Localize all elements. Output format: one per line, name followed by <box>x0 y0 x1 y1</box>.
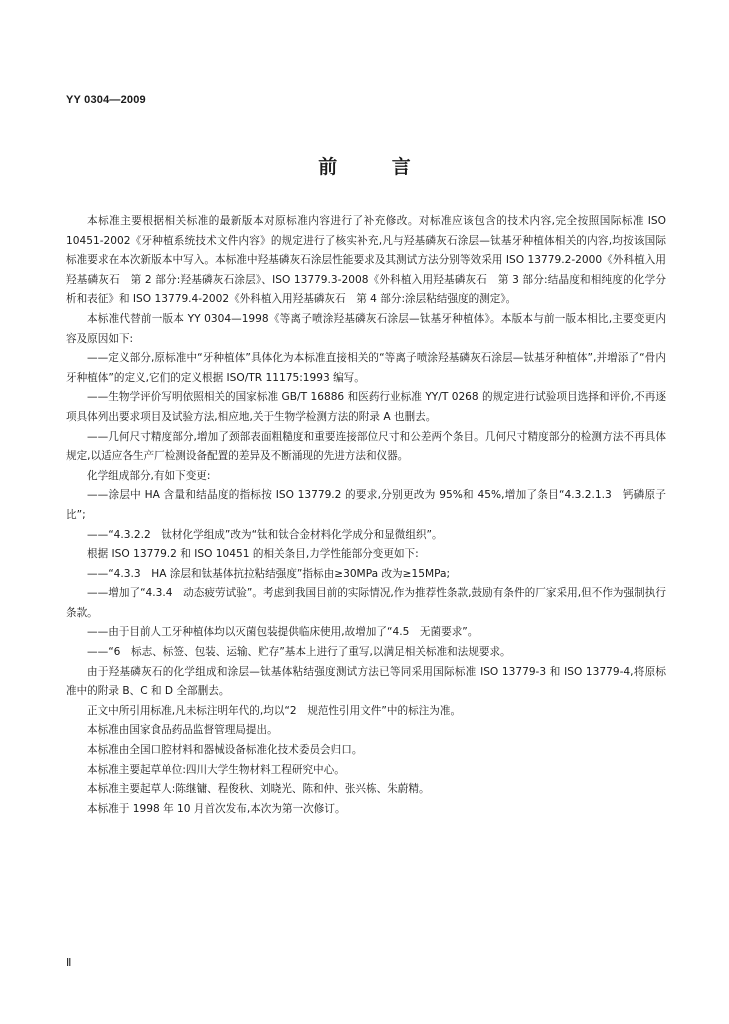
paragraph-change-bond: ——“4.3.3 HA 涂层和钛基体抗拉粘结强度”指标由≥30MPa 改为≥15MPa; <box>87 567 451 580</box>
paragraph-change-fatigue: ——增加了“4.3.4 动态疲劳试验”。考虑到我国目前的实际情况,作为推荐性条款,鼓励有条件的厂家采用,但不作为强制执行条款。 <box>66 587 666 619</box>
paragraph-annex-removed: 由于羟基磷灰石的化学组成和涂层—钛基体粘结强度测试方法已等同采用国际标准 ISO 13779-3 和 ISO 13779-4,将原标准中的附录 B、C 和 D 全部删去。 <box>66 665 666 698</box>
foreword-body <box>66 212 666 819</box>
paragraph-proposer: 本标准由国家食品药品监督管理局提出。 <box>87 724 278 737</box>
page-title: 前 言 <box>318 156 435 178</box>
paragraph-replaces: 本标准代替前一版本 YY 0304—1998《等离子喷涂羟基磷灰石涂层—钛基牙种植体》。本版本与前一版本相比,主要变更内容及原因如下: <box>66 312 666 345</box>
paragraph-change-ha: ——涂层中 HA 含量和结晶度的指标按 ISO 13779.2 的要求,分别更改为 95%和 45%,增加了条目“4.3.2.1.3 钙磷原子比”; <box>66 489 666 521</box>
paragraph-change-sterile: ——由于目前人工牙种植体均以灭菌包装提供临床使用,故增加了“4.5 无菌要求”。 <box>87 626 479 639</box>
paragraph-change-marking: ——“6 标志、标签、包装、运输、贮存”基本上进行了重写,以满足相关标准和法规要求。 <box>87 646 511 659</box>
paragraph-change-geometry: ——几何尺寸精度部分,增加了颈部表面粗糙度和重要连接部位尺寸和公差两个条目。几何尺寸精度部分的检测方法不再具体规定,以适应各生产厂检测设备配置的差异及不断涌现的先进方法和仪器。 <box>66 430 666 463</box>
document-code: YY 0304—2009 <box>66 94 146 106</box>
paragraph-committee: 本标准由全国口腔材料和器械设备标准化技术委员会归口。 <box>87 744 363 757</box>
paragraph-change-bio: ——生物学评价写明依照相关的国家标准 GB/T 16886 和医药行业标准 YY/T 0268 的规定进行试验项目选择和评价,不再逐项具体列出要求项目及试验方法,相应地,关于生物学检测方法的附录 A 也删去。 <box>66 391 666 423</box>
paragraph-change-definition: ——定义部分,原标准中“牙种植体”具体化为本标准直接相关的“等离子喷涂羟基磷灰石涂层—钛基牙种植体”,并增添了“骨内牙种植体”的定义,它们的定义根据 ISO/TR 11175:1993 编写。 <box>66 352 666 384</box>
paragraph-chem-heading: 化学组成部分,有如下变更: <box>87 469 211 482</box>
paragraph-change-ti: ——“4.3.2.2 钛材化学组成”改为“钛和钛合金材料化学成分和显微组织”。 <box>87 528 443 541</box>
paragraph-drafting-unit: 本标准主要起草单位:四川大学生物材料工程研究中心。 <box>87 763 345 776</box>
paragraph-references: 正文中所引用标准,凡未标注明年代的,均以“2 规范性引用文件”中的标注为准。 <box>87 704 462 717</box>
paragraph-intro: 本标准主要根据相关标准的最新版本对原标准内容进行了补充修改。对标准应该包含的技术内容,完全按照国际标准 ISO 10451-2002《牙种植系统技术文件内容》的规定进行了核实补充,凡与羟基磷灰石涂层—钛基牙种植体相关的内容,均按该国际标准要求在本次新版本中写入。本标准中羟基磷灰石涂层性能要求及其测试方法分别等效采用 ISO 13779.2-2000《外科植入用羟基磷灰石 第 2 部分:羟基磷灰石涂层》、ISO 13779.3-2008《外科植入用羟基磷灰石 第 3 部分:结晶度和相纯度的化学分析和表征》和 ISO 13779.4-2002《外科植入用羟基磷灰石 第 4 部分:涂层粘结强度的测定》。 <box>66 215 666 306</box>
page-number: Ⅱ <box>66 957 72 969</box>
paragraph-mech-heading: 根据 ISO 13779.2 和 ISO 10451 的相关条目,力学性能部分变更如下: <box>87 548 419 561</box>
paragraph-drafters: 本标准主要起草人:陈继镛、程俊秋、刘晓光、陈和仲、张兴栋、朱蔚精。 <box>87 783 430 796</box>
paragraph-history: 本标准于 1998 年 10 月首次发布,本次为第一次修订。 <box>87 802 346 815</box>
